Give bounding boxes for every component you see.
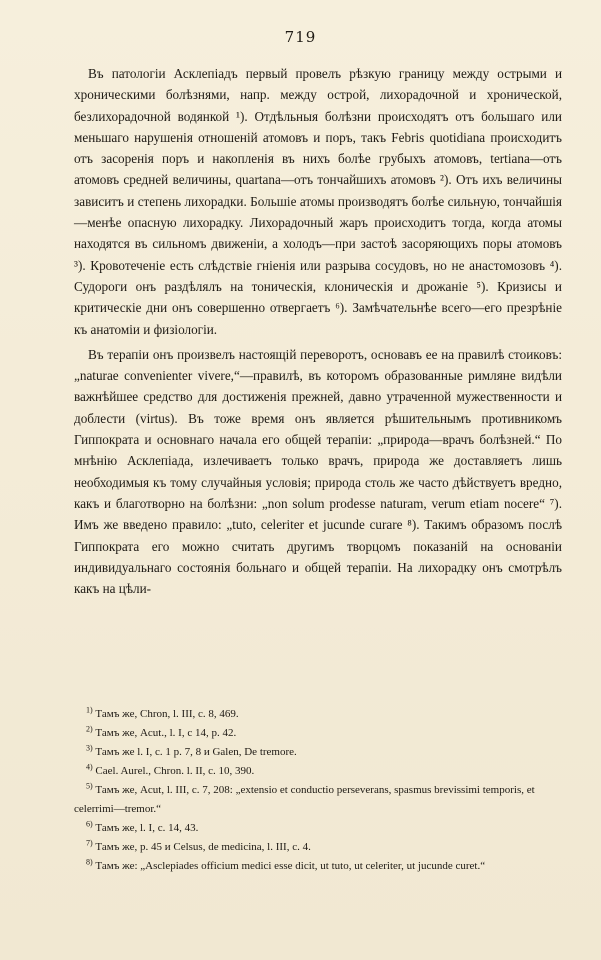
footnote (74, 838, 562, 857)
footnote (74, 781, 562, 819)
footnote-text: Тамъ же, Chron, l. III, c. 8, 469. (95, 708, 239, 720)
footnote (74, 857, 562, 876)
footnote-text: Тамъ же, Acut., l. I, c 14, p. 42. (95, 727, 237, 739)
main-text (74, 63, 562, 599)
footnote-text: Cael. Aurel., Chron. l. II, c. 10, 390. (95, 765, 255, 777)
footnote-number: 2) (86, 724, 93, 734)
paragraph-therapy: Въ терапіи онъ произвелъ настоящій переворотъ, основавъ ее на правилѣ стоиковъ: „naturae convenienter vivere,“—правилѣ, въ которомъ образованные римляне видѣли важнѣйшее средство для достиженія прежней, давно утраченной мужественности и доблести (virtus). Въ тоже время онъ является рѣшительнымъ противникомъ Гиппократа и основнаго начала его общей терапіи: „природа—врачъ болѣзней.“ По мнѣнію Асклепіада, излечиваетъ только врачъ, природа же доставляетъ лишь необходимыя къ тому случайныя условія; природа столь же часто дѣйствуетъ вредно, какъ и благотворно на болѣзни: „non solum prodesse naturam, verum etiam nocere“ ⁷). Имъ же введено правило: „tuto, celeriter et jucunde curare ⁸). Такимъ образомъ послѣ Гиппократа его можно считать другимъ творцомъ показаній на основаніи индивидуальнаго состоянія больнаго и общей терапіи. На лихорадку онъ смотрѣлъ какъ на цѣли- (74, 346, 562, 597)
footnote-text: Тамъ же, Acut, l. III, c. 7, 208: „extensio et conductio perseverans, spasmus brevissimi temporis, et celerrimi—tremor.“ (74, 784, 535, 815)
footnote (74, 762, 562, 781)
footnote-text: Тамъ же: „Asclepiades officium medici esse dicit, ut tuto, ut celeriter, ut jucunde curet.“ (95, 860, 486, 872)
footnote-text: Тамъ же, p. 45 и Celsus, de medicina, l. III, c. 4. (95, 841, 311, 853)
paragraph-pathology: Въ патологіи Асклепіадъ первый провелъ рѣзкую границу между острыми и хроническими болѣзнями, напр. между острой, лихорадочной и хронической, безлихорадочной водянкой ¹). Отдѣльныя болѣзни происходятъ отъ большаго или меньшаго нарушенія отношеній атомовъ и поръ, такъ Febris quotidiana происходитъ отъ засоренія поръ и накопленія въ нихъ болѣе грубыхъ атомовъ, tertiana—отъ атомовъ средней величины, quartana—отъ тончайшихъ атомовъ ²). Отъ ихъ величины зависитъ и степень лихорадки. Большіе атомы производятъ болѣе сильную, тончайшія—менѣе опасную лихорадку. Лихорадочный жаръ происходитъ тогда, когда атомы находятся въ сильномъ движеніи, а холодъ—при застоѣ засоряющихъ поры атомовъ ³). Кровотеченіе есть слѣдствіе гніенія или разрыва сосудовъ, но не анастомозовъ ⁴). Судороги онъ раздѣлялъ на тоническія, клоническія и дрожаніе ⁵). Кризисы и критическіе дни онъ совершенно отвергаетъ ⁶). Замѣчательнѣе всего—его презрѣніе къ анатоміи и физіологіи. (74, 66, 562, 337)
footnote-number: 6) (86, 819, 93, 829)
footnote-text: Тамъ же, l. I, c. 14, 43. (95, 822, 199, 834)
footnote-number: 5) (86, 781, 93, 791)
footnote-number: 8) (86, 857, 93, 867)
page-number: 719 (284, 28, 317, 46)
footnote-number: 1) (86, 705, 93, 715)
footnote (74, 705, 562, 724)
footnote-number: 3) (86, 743, 93, 753)
footnote (74, 743, 562, 762)
footnote-number: 7) (86, 838, 93, 848)
footnote (74, 819, 562, 838)
footnote (74, 724, 562, 743)
footnote-text: Тамъ же l. I, c. 1 p. 7, 8 и Galen, De tremore. (95, 746, 297, 758)
footnote-number: 4) (86, 762, 93, 772)
footnotes (74, 705, 562, 876)
